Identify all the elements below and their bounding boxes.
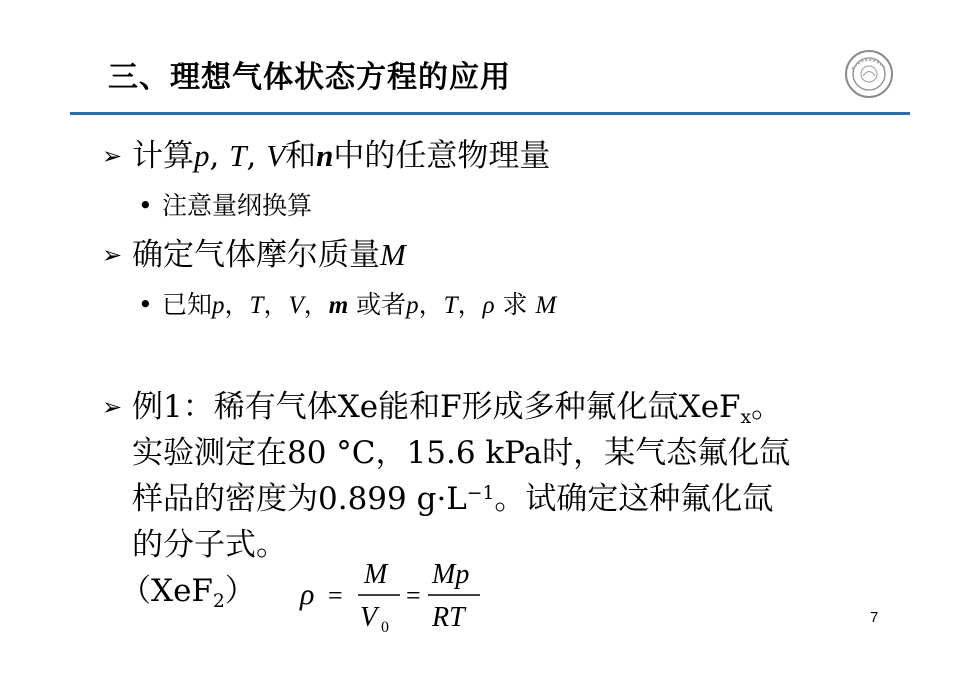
formula-equals: = xyxy=(328,581,343,610)
dot-bullet-icon: • xyxy=(138,191,153,220)
title-rule xyxy=(70,112,910,115)
formula-numerator-Mp: Mp xyxy=(432,559,470,590)
bullet-text: 或者 xyxy=(348,290,407,319)
sep: , xyxy=(209,138,230,174)
density-formula xyxy=(298,556,488,636)
formula-subscript-0: 0 xyxy=(381,619,389,636)
arrow-bullet-icon: ➢ xyxy=(102,393,123,421)
var-p: p xyxy=(194,138,210,173)
sub-bullet-known-values xyxy=(138,292,556,318)
bullet-text: 求 xyxy=(494,290,536,319)
sub-bullet-dimension-conversion xyxy=(138,193,312,218)
bullet-text: 和 xyxy=(285,138,317,174)
sep: ， xyxy=(303,290,329,319)
sep: , xyxy=(246,138,267,174)
answer-text: ） xyxy=(224,573,256,609)
var-T: T xyxy=(443,292,458,319)
arrow-bullet-icon: ➢ xyxy=(102,241,123,269)
var-rho: ρ xyxy=(482,292,495,319)
bullet-text: 已知 xyxy=(162,290,213,319)
bullet-text: 计算 xyxy=(132,138,194,174)
dot-bullet-icon: • xyxy=(138,290,153,319)
example-text: 。 xyxy=(751,389,783,425)
bullet-text: 中的任意物理量 xyxy=(333,138,551,174)
var-V: V xyxy=(288,292,304,319)
arrow-bullet-icon: ➢ xyxy=(102,142,123,170)
sep: ， xyxy=(457,290,483,319)
var-T: T xyxy=(249,292,264,319)
var-p: p xyxy=(212,292,225,319)
formula-equals: = xyxy=(406,581,421,610)
example-line-3 xyxy=(132,481,774,517)
formula-denominator-V: V xyxy=(360,602,378,633)
page-number: 7 xyxy=(870,609,879,626)
answer-text: （XeF xyxy=(120,573,213,609)
sep: ， xyxy=(224,290,250,319)
formula-rho: ρ xyxy=(300,578,315,611)
formula-denominator-RT: RT xyxy=(432,602,465,633)
bullet-text: 注意量纲换算 xyxy=(162,191,313,220)
formula-numerator-M: M xyxy=(364,559,388,590)
var-n: n xyxy=(316,138,334,173)
var-p: p xyxy=(406,292,419,319)
example-text: 。试确定这种氟化氙 xyxy=(494,481,774,517)
slide-title: 三、理想气体状态方程的应用 xyxy=(108,60,511,95)
bullet-compute-quantities xyxy=(102,140,550,172)
example-text: 样品的密度为0.899 g·L xyxy=(132,481,467,517)
example-line-4 xyxy=(132,527,287,563)
example-answer xyxy=(120,573,256,612)
sep: ， xyxy=(418,290,444,319)
superscript: −1 xyxy=(466,483,495,504)
bullet-molar-mass xyxy=(102,239,406,271)
example-line-2 xyxy=(132,435,791,471)
example-line-1 xyxy=(102,389,783,428)
example-text: 的分子式。 xyxy=(132,527,287,563)
example-text: 例1：稀有气体Xe能和F形成多种氟化氙XeF xyxy=(132,389,741,425)
var-M: M xyxy=(535,292,557,319)
var-T: T xyxy=(229,138,247,173)
example-text: 实验测定在80 °C，15.6 kPa时，某气态氟化氙 xyxy=(132,435,791,471)
var-V: V xyxy=(266,138,286,173)
var-M: M xyxy=(380,237,406,272)
university-seal-logo xyxy=(844,49,894,99)
sep: ， xyxy=(263,290,289,319)
bullet-text: 确定气体摩尔质量 xyxy=(132,237,380,273)
subscript: 2 xyxy=(212,591,225,612)
var-m: m xyxy=(328,292,349,319)
subscript: x xyxy=(740,407,752,428)
